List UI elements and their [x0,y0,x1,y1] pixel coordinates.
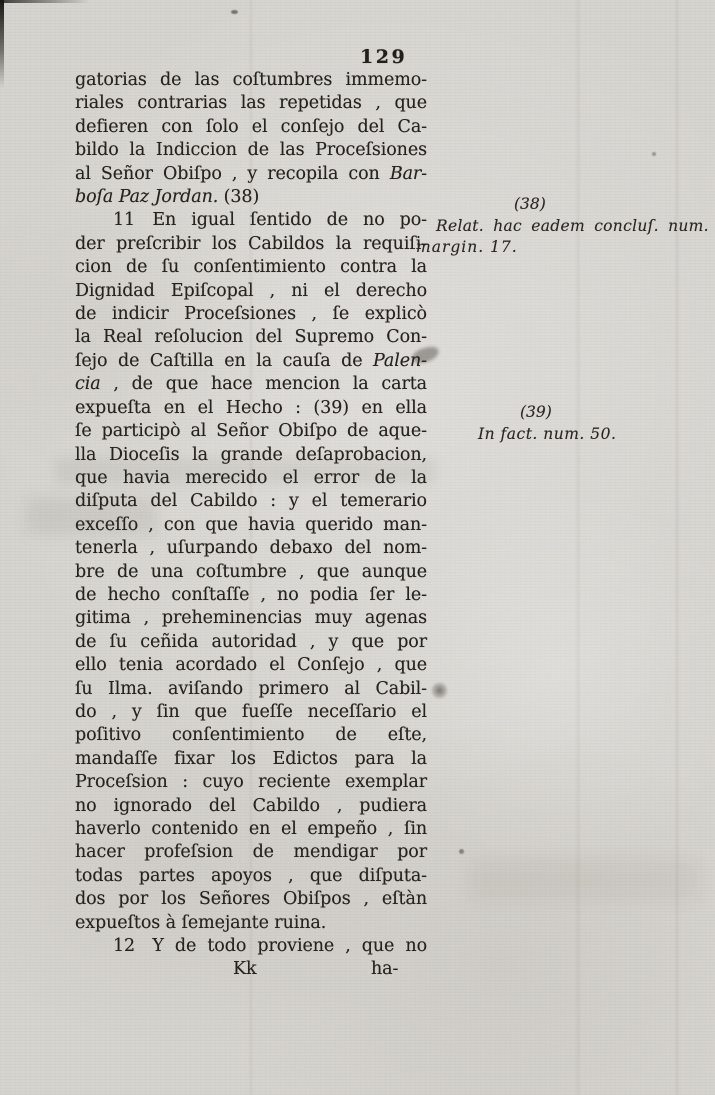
text-line: do , y ſin que fueſſe neceſſario el [75,701,427,722]
text-line: poſitivo conſentimiento de eſte, [75,725,427,746]
text-line: no ignorado del Cabildo , pudiera [75,795,427,816]
text-line: defieren con ſolo el conſejo del Ca- [75,116,427,137]
ink-blot [431,682,448,699]
text-line: mandaſſe fixar los Edictos para la [75,748,427,769]
text-line: Proceſsion : cuyo reciente exemplar [75,772,427,793]
text-line: la Real reſolucion del Supremo Con- [75,327,427,348]
scan-edge-shadow [0,0,4,88]
text-line: lla Dioceſis la grande deſaprobacion, [75,444,427,465]
italic-citation: cia [75,374,101,395]
text-line: ello tenia acordado el Conſejo , que [75,655,427,676]
margin-note-label: (39) [520,403,552,421]
text-line: exceſſo , con que havia querido man- [75,514,427,535]
text-line: bre de una coſtumbre , que aunque [75,561,427,582]
text-line: ſu Ilma. aviſando primero al Cabil- [75,678,427,699]
text-line: hacer profeſsion de mendigar por [75,842,427,863]
margin-note-label: (38) [514,195,546,213]
margin-note-line: margin. 17. [416,238,518,256]
text-line: gatorias de las coſtumbres immemo- [75,70,427,90]
text-block [75,69,427,982]
text-line: 11 En igual ſentido de no po- [113,210,427,231]
text-line: de ſu ceñida autoridad , y que por [75,631,427,652]
text-line: gitima , preheminencias muy agenas [75,608,427,629]
text-line: haverlo contenido en el empeño , ſin [75,819,427,839]
text-line: dos por los Señores Obiſpos , eſtàn [75,889,427,910]
signature-mark: Kk [233,959,257,980]
catchword: ha- [371,959,399,980]
italic-citation: boſa Paz Jordan. [75,187,219,208]
text-line: al Señor Obiſpo , y recopila con Bar- [75,163,427,184]
text-line: de hecho conſtaſſe , no podia ſer le- [75,584,427,605]
text-line: expueſtos à ſemejante ruina. [75,912,327,933]
text-line: 12 Y de todo proviene , que no [113,936,427,957]
text-line: de indicir Proceſsiones , ſe explicò [75,304,427,325]
text-line: bildo la Indiccion de las Proceſsiones [75,140,427,161]
margin-note-line: In fact. num. 50. [478,424,617,443]
text-line: boſa Paz Jordan. (38) [75,187,260,208]
scan-edge-shadow [0,0,90,3]
text-line: todas partes apoyos , que diſputa- [75,865,427,886]
margin-note-line: Relat. hac eadem concluſ. num. [436,216,709,235]
text-line: cion de ſu conſentimiento contra la [75,257,427,278]
text-line: cia , de que hace mencion la carta [75,374,427,395]
paper-speck [231,10,238,14]
text-line: der preſcribir los Cabildos la requiſi- [75,233,427,254]
text-line: ſe participò al Señor Obiſpo de aque- [75,421,427,442]
text-line: expueſta en el Hecho : (39) en ella [75,397,427,418]
text-line: que havia merecido el error de la [75,467,427,488]
margin-note-38 [416,194,715,259]
paper-stain [470,860,700,900]
italic-citation: Bar- [389,163,427,184]
paper-crease [577,0,579,1095]
signature-row [75,958,427,981]
text-line: tenerla , uſurpando debaxo del nom- [75,538,427,559]
text-line: diſputa del Cabildo : y el temerario [75,491,427,512]
paper-crease [676,0,678,1095]
page-number: 129 [360,46,408,68]
paper-speck [652,152,656,156]
italic-citation: Palen- [373,350,427,371]
text-line: riales contrarias las repetidas , que [75,93,427,114]
text-line: ſejo de Caſtilla en la cauſa de Palen- [75,350,427,371]
margin-note-39 [478,402,698,445]
paper-speck [459,849,464,854]
text-line: Dignidad Epiſcopal , ni el derecho [75,280,427,301]
